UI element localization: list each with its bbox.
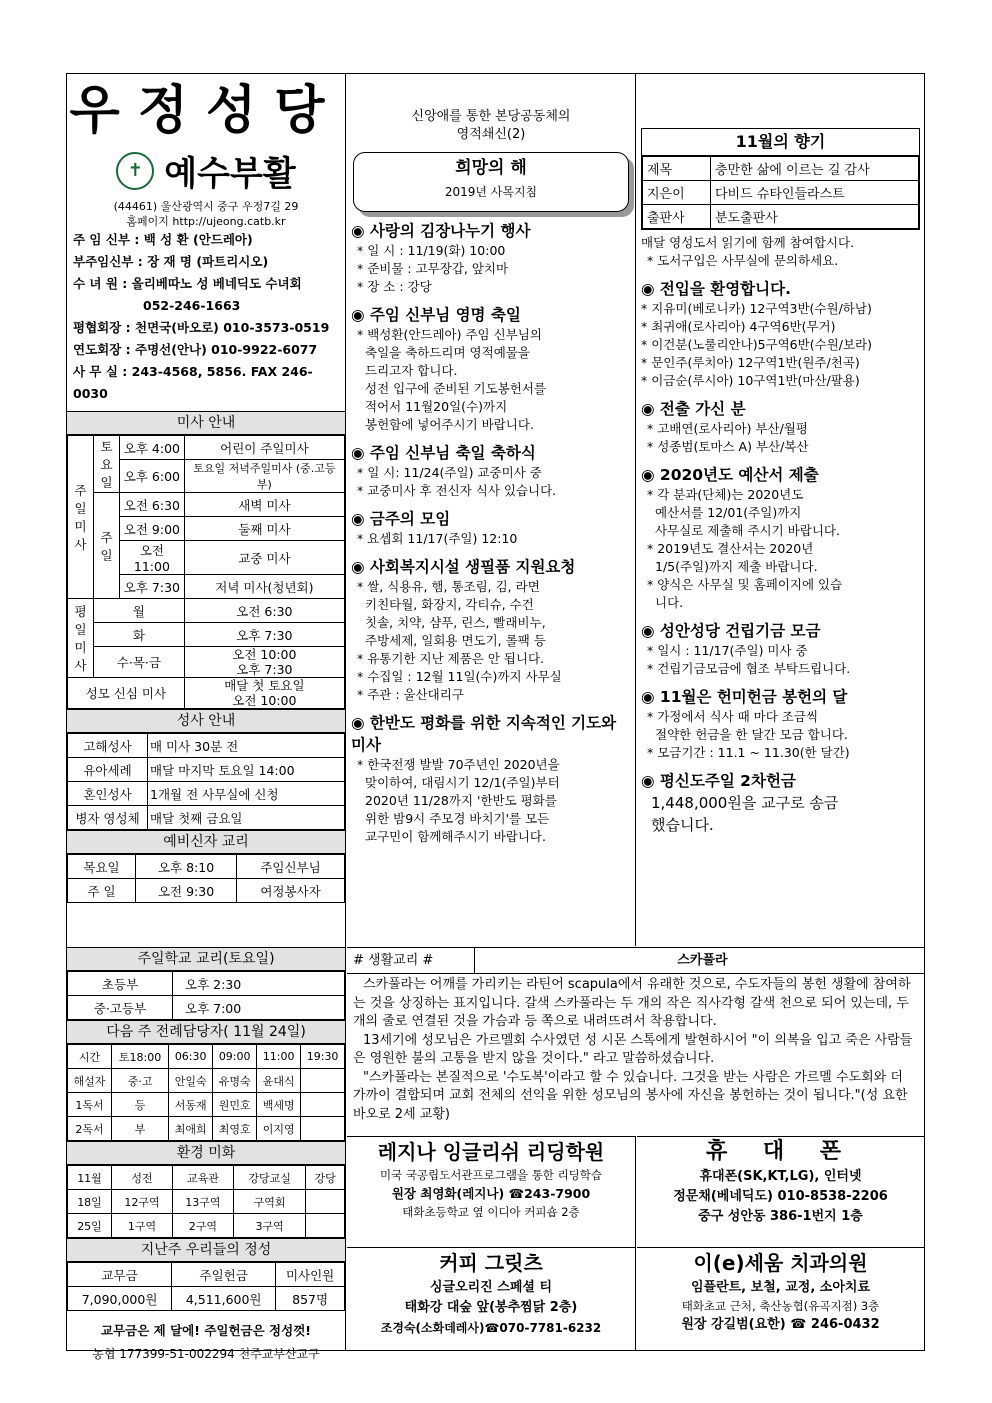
- notice-heading: ◉ 전출 가신 분: [641, 400, 746, 418]
- school-cell: 오후 2:30: [173, 972, 345, 996]
- notice-body: * 요셉회 11/17(주일) 12:10: [357, 531, 518, 546]
- catechumen-cell: 오전 9:30: [136, 879, 237, 903]
- env-cell: 25일: [68, 1214, 112, 1238]
- book-value: 다비드 슈타인들라스트: [711, 181, 919, 205]
- ad-title: 커피 그릿츠: [439, 1251, 543, 1275]
- offering-cell: 미사인원: [276, 1263, 345, 1287]
- env-cell: 18일: [68, 1190, 112, 1214]
- duty-cell: 안일숙: [169, 1069, 213, 1093]
- ad-coffee: [347, 1247, 636, 1351]
- duty-cell: 중·고: [112, 1069, 169, 1093]
- notice-body: * 고배연(로사리아) 부산/월평 * 성종범(토마스 A) 부산/복산: [647, 421, 809, 454]
- sacrament-detail: 매달 마지막 토요일 14:00: [148, 758, 345, 782]
- school-cell: 중·고등부: [68, 996, 173, 1020]
- duty-cell: 토18:00: [112, 1045, 169, 1069]
- sacrament-name: 혼인성사: [68, 782, 148, 806]
- notice-body: 1,448,000원을 교구로 송금 했습니다.: [651, 794, 839, 834]
- life-catechism-header: [347, 948, 924, 974]
- life-catechism-tag: # 생활교리 #: [347, 948, 475, 973]
- school-cell: 초등부: [68, 972, 173, 996]
- catechumen-heading: 예비신자 교리: [67, 830, 345, 854]
- notice-body: * 일시 : 11/17(주일) 미사 중 * 건립기금모금에 협조 부탁드립니다.: [647, 643, 851, 676]
- mass-name: 새벽 미사: [184, 493, 344, 517]
- left-column: [67, 74, 346, 1361]
- mass-time: 오전 6:30: [120, 493, 185, 517]
- duty-cell: [301, 1093, 345, 1117]
- sacrament-detail: 매 미사 30분 전: [148, 734, 345, 758]
- info-line: 사 무 실 : 243-4568, 5856. FAX 246-0030: [73, 364, 313, 401]
- notice-heading: ◉ 사회복지시설 생필품 지원요청: [351, 558, 576, 576]
- duty-cell: 윤대식: [257, 1069, 301, 1093]
- mass-table: [67, 435, 345, 709]
- notice-body: * 일 시 : 11/19(화) 10:00 * 준비물 : 고무장갑, 앞치마 * 장 소 : 강당: [357, 243, 509, 294]
- duty-cell: 이지영: [257, 1117, 301, 1141]
- sacrament-name: 병자 영성체: [68, 806, 148, 830]
- offering-heading: 지난주 우리들의 정성: [67, 1238, 345, 1262]
- life-catechism-body: [347, 974, 924, 1126]
- notice-heading: ◉ 주임 신부님 축일 축하식: [351, 444, 536, 462]
- book-label: 제목: [643, 157, 711, 181]
- notice-heading: ◉ 11월은 헌미헌금 봉헌의 달: [641, 688, 848, 706]
- notice-body: * 지유미(베로니카) 12구역3반(수원/하남) * 최귀애(로사리아) 4구역6반(무거) * 이건분(노룰리안나)5구역6반(수원/보라) * 문인주(루치아) 12구역1반(원주/천곡) * 이금순(루시아) 10구역1반(마산/팔용): [641, 301, 872, 388]
- sacrament-detail: 1개월 전 사무실에 신청: [148, 782, 345, 806]
- env-cell: 교육관: [172, 1166, 233, 1190]
- ad-line: 휴대폰(SK,KT,LG), 인터넷: [699, 1169, 862, 1184]
- book-heading: 11월의 향기: [642, 129, 919, 156]
- env-cell: 12구역: [112, 1190, 173, 1214]
- info-line: 연도회장 : 주명선(안나) 010-9922-6077: [73, 342, 318, 357]
- pastoral-motto: [347, 108, 635, 144]
- parish-subtitle: 예수부활: [164, 154, 296, 194]
- notice-body: * 백성환(안드레아) 주임 신부님의 축일을 축하드리며 영적예물을 드리고자 합니다. 성전 입구에 준비된 기도봉헌서를 적어서 11월20일(수)까지 봉헌함에 넣어주시기 바랍니다.: [357, 327, 546, 432]
- paragraph: 스카풀라는 어깨를 가리키는 라틴어 scapula에서 유래한 것으로, 수도자들의 봉헌 생활에 참여하는 것을 상징하는 표지입니다. 갈색 스카풀라는 두 개의 작은 직사각형 갈색 천으로 되어 있는데, 두 개의 줄로 연결된 것을 가슴과 등 쪽으로 내려뜨려서 착용합니다.: [353, 977, 911, 1029]
- book-label: 지은이: [643, 181, 711, 205]
- duty-cell: 09:00: [213, 1045, 257, 1069]
- env-cell: [306, 1214, 345, 1238]
- notice-body: * 가정에서 식사 때 마다 조금씩 절약한 헌금을 한 달간 모금 합니다. * 모금기간 : 11.1 ~ 11.30(한 달간): [647, 709, 850, 760]
- catechumen-cell: 주 일: [68, 879, 136, 903]
- notice-heading: ◉ 성안성당 건립기금 모금: [641, 622, 821, 640]
- ads-area: [347, 1136, 924, 1351]
- offering-cell: 857명: [276, 1287, 345, 1311]
- parish-logo-icon: ✝: [116, 152, 154, 190]
- offering-table: [67, 1262, 345, 1311]
- env-cell: 2구역: [172, 1214, 233, 1238]
- duty-cell: 19:30: [301, 1045, 345, 1069]
- ad-line: 태화초교 근처, 축산농협(유곡지점) 3층: [681, 1299, 880, 1313]
- book-label: 출판사: [643, 205, 711, 229]
- catechumen-cell: 오후 8:10: [136, 855, 237, 879]
- duty-cell: 유명숙: [213, 1069, 257, 1093]
- mass-day: 수·목·금: [94, 647, 185, 678]
- catechumen-cell: 여정봉사자: [237, 879, 345, 903]
- sacrament-heading: 성사 안내: [67, 709, 345, 733]
- bottom-section: [347, 947, 924, 1350]
- offering-slogan: 교무금은 제 달에! 주일헌금은 정성껏!: [101, 1323, 311, 1338]
- duty-cell: 06:30: [169, 1045, 213, 1069]
- sacrament-name: 고해성사: [68, 734, 148, 758]
- notice-heading: ◉ 평신도주일 2차헌금: [641, 772, 796, 790]
- catechumen-cell: 목요일: [68, 855, 136, 879]
- sacrament-detail: 매달 첫째 금요일: [148, 806, 345, 830]
- mass-time: 오후 7:30: [120, 575, 185, 599]
- offering-cell: 4,511,600원: [172, 1287, 276, 1311]
- mass-time: 오전 10:00: [232, 693, 297, 708]
- ad-title: 휴 대 폰: [705, 1139, 856, 1164]
- mass-time: 오후 6:00: [120, 460, 185, 493]
- ad-line: 정문채(베네딕도) 010-8538-2206: [673, 1189, 888, 1204]
- env-cell: 1구역: [112, 1214, 173, 1238]
- catechumen-cell: 주임신부님: [237, 855, 345, 879]
- parish-title: 우정성당: [69, 81, 343, 141]
- mass-name: 토요일 저녁주일미사 (중.고등부): [184, 460, 344, 493]
- notice-heading: ◉ 주임 신부님 영명 축일: [351, 306, 521, 324]
- info-line: 주 임 신부 : 백 성 환 (안드레아): [73, 232, 253, 247]
- offering-cell: 교무금: [68, 1263, 172, 1287]
- ad-line: 태화초등학교 옆 이디아 커피숍 2층: [402, 1205, 580, 1219]
- ad-line: 싱글오리진 스페셜 티: [429, 1280, 553, 1295]
- paragraph: "스카풀라는 본질적으로 '수도복'이라고 할 수 있습니다. 그것을 받는 사람은 가르멜 수도회와 더 가까이 결합되며 교회 전체의 선익을 위한 성모님의 봉사에 자신을 봉헌하는 것이 됩니다."(성 요한 바오로 2세 교황): [353, 1069, 908, 1122]
- duty-cell: 백세명: [257, 1093, 301, 1117]
- notice-heading: ◉ 사랑의 김장나누기 행사: [351, 222, 531, 240]
- notice-body: * 각 분과(단체)는 2020년도 예산서를 12/01(주일)까지 사무실로 제출해 주시기 바랍니다. * 2019년도 결산서는 2020년 1/5(주일)까지 제출 바랍니다. * 양식은 사무실 및 홈페이지에 있습 니다.: [647, 487, 843, 610]
- duty-cell: [301, 1069, 345, 1093]
- homepage-link[interactable]: 홈페이지 http://ujeong.catb.kr: [126, 215, 286, 228]
- notice-body: * 일 시: 11/24(주일) 교중미사 중 * 교중미사 후 전신자 식사 있습니다.: [357, 465, 557, 498]
- ad-line: 임플란트, 보철, 교정, 소아치료: [690, 1280, 871, 1295]
- duty-cell: 서동재: [169, 1093, 213, 1117]
- duty-cell: 2독서: [68, 1117, 112, 1141]
- mass-day: 매달 첫 토요일: [224, 678, 305, 693]
- ad-line: 원장 강길범(요한) ☎ 246-0432: [681, 1317, 880, 1332]
- ad-english-academy: [347, 1136, 636, 1247]
- ad-dental-clinic: [637, 1247, 924, 1351]
- info-line: 평협회장 : 천면국(바오로) 010-3573-0519: [73, 320, 330, 335]
- mass-time: 오전11:00: [120, 541, 185, 575]
- mass-time: 오전 9:00: [120, 517, 185, 541]
- notice-body: * 한국전쟁 발발 70주년인 2020년을 맞이하여, 대림시기 12/1(주일)부터 2020년 11/28까지 '한반도 평화를 위한 밤9시 주모경 바치기'를 모든 교구민이 함께해주시기 바랍니다.: [357, 757, 560, 844]
- duty-cell: 해설자: [68, 1069, 112, 1093]
- right-column: [637, 74, 924, 946]
- duty-cell: 부: [112, 1117, 169, 1141]
- book-value: 분도출판사: [711, 205, 919, 229]
- offering-cell: 주일헌금: [172, 1263, 276, 1287]
- banner-title: 희망의 해: [455, 158, 527, 178]
- duty-table: [67, 1044, 345, 1141]
- sunday-school-table: [67, 971, 345, 1020]
- offering-cell: 7,090,000원: [68, 1287, 172, 1311]
- mass-label: 평일미사: [68, 599, 94, 678]
- duty-cell: 원민호: [213, 1093, 257, 1117]
- sacrament-table: [67, 733, 345, 830]
- catechumen-table: [67, 854, 345, 903]
- address: (44461) 울산광역시 중구 우정7길 29: [113, 200, 299, 213]
- paragraph: 13세기에 성모님은 가르멜회 수사였던 성 시몬 스톡에게 발현하시어 "이 의복을 입고 죽은 사람들은 영원한 불의 고통을 받지 않을 것이다." 라고 말씀하셨습니다.: [353, 1032, 913, 1066]
- sacrament-name: 유아세례: [68, 758, 148, 782]
- ad-title: 레지나 잉글리쉬 리딩학원: [377, 1140, 605, 1164]
- ad-line: 중구 성안동 386-1번지 1층: [698, 1209, 863, 1224]
- life-catechism-title: 스카풀라: [677, 953, 728, 968]
- year-banner: [353, 152, 629, 212]
- mass-heading: 미사 안내: [67, 411, 345, 435]
- ad-line: 미국 국공립도서관프로그램을 통한 리딩학습: [379, 1168, 603, 1182]
- env-cell: 강당: [306, 1166, 345, 1190]
- mass-name: 어린이 주일미사: [184, 436, 344, 460]
- book-value: 충만한 삶에 이르는 길 감사: [711, 157, 919, 181]
- mass-time: 오전 6:30: [184, 599, 344, 623]
- book-note: 매달 영성도서 읽기에 함께 참여합시다. * 도서구입은 사무실에 문의하세요.: [641, 235, 855, 268]
- notice-heading: ◉ 전입을 환영합니다.: [641, 280, 791, 298]
- info-line: 052-246-1663: [143, 298, 241, 313]
- ad-line: 조경숙(소화데레사)☎070-7781-6232: [380, 1321, 602, 1335]
- env-cell: 강당교실: [233, 1166, 305, 1190]
- notice-heading: ◉ 한반도 평화를 위한 지속적인 기도와 미사: [351, 714, 617, 754]
- env-cell: 13구역: [172, 1190, 233, 1214]
- school-cell: 오후 7:00: [173, 996, 345, 1020]
- duty-cell: 11:00: [257, 1045, 301, 1069]
- mass-label: 주일미사: [68, 436, 94, 599]
- ad-line: 원장 최영화(레지나) ☎243-7900: [391, 1186, 591, 1201]
- mass-name: 저녁 미사(청년회): [184, 575, 344, 599]
- notice-heading: ◉ 2020년도 예산서 제출: [641, 466, 819, 484]
- mass-name: 교중 미사: [184, 541, 344, 575]
- env-cell: 3구역: [233, 1214, 305, 1238]
- env-cell: 성전: [112, 1166, 173, 1190]
- sunday-school-heading: 주일학교 교리(토요일): [67, 947, 345, 971]
- duty-cell: 1독서: [68, 1093, 112, 1117]
- staff-info: [67, 229, 345, 405]
- mass-name: 성모 신심 미사: [68, 678, 185, 709]
- mass-time: 오전 10:00: [232, 647, 297, 662]
- mass-time: 오후 7:30: [236, 662, 293, 677]
- info-line: 부주임신부 : 장 재 명 (파트리시오): [73, 254, 269, 269]
- mass-time: 오후 4:00: [120, 436, 185, 460]
- duty-cell: 최영호: [213, 1117, 257, 1141]
- notice-body: * 쌀, 식용유, 햄, 통조림, 김, 라면 키친타월, 화장지, 각티슈, 수건 칫솔, 치약, 샴푸, 린스, 빨래비누, 주방세제, 일회용 면도기, 롤팩 등 * 유통기한 지난 제품은 안 됩니다. * 수집일 : 12월 11일(수)까지 사무실 * 주관 : 울산대리구: [357, 579, 562, 702]
- ad-title: 이(e)세움 치과의원: [693, 1251, 868, 1275]
- motto-line: 신앙애를 통한 본당공동체의: [411, 109, 571, 124]
- mass-label: 주일: [94, 493, 120, 599]
- environment-heading: 환경 미화: [67, 1141, 345, 1165]
- env-cell: [306, 1190, 345, 1214]
- notice-heading: ◉ 금주의 모임: [351, 510, 451, 528]
- middle-column: [347, 74, 636, 946]
- duty-cell: 등: [112, 1093, 169, 1117]
- environment-table: [67, 1165, 345, 1238]
- duty-cell: [301, 1117, 345, 1141]
- ad-phone-shop: [637, 1136, 924, 1247]
- duty-heading: 다음 주 전례담당자( 11월 24일): [67, 1020, 345, 1044]
- env-cell: 11월: [68, 1166, 112, 1190]
- duty-cell: 시간: [68, 1045, 112, 1069]
- mass-label: 토요일: [94, 436, 120, 493]
- bank-account: 농협 177399-51-002294 천주교부산교구: [92, 1347, 320, 1361]
- info-line: 수 녀 원 : 올리베따노 성 베네딕도 수녀회: [73, 276, 302, 291]
- mass-day: 화: [94, 623, 185, 647]
- env-cell: 구역회: [233, 1190, 305, 1214]
- banner-subtitle: 2019년 사목지침: [444, 185, 538, 199]
- motto-line: 영적쇄신(2): [456, 127, 526, 142]
- mass-day: 월: [94, 599, 185, 623]
- mass-name: 둘째 미사: [184, 517, 344, 541]
- duty-cell: 최애희: [169, 1117, 213, 1141]
- book-box: [641, 128, 920, 230]
- ad-line: 태화강 대숲 앞(봉추찜닭 2층): [404, 1300, 578, 1315]
- mass-time: 오후 7:30: [184, 623, 344, 647]
- book-table: [642, 156, 919, 229]
